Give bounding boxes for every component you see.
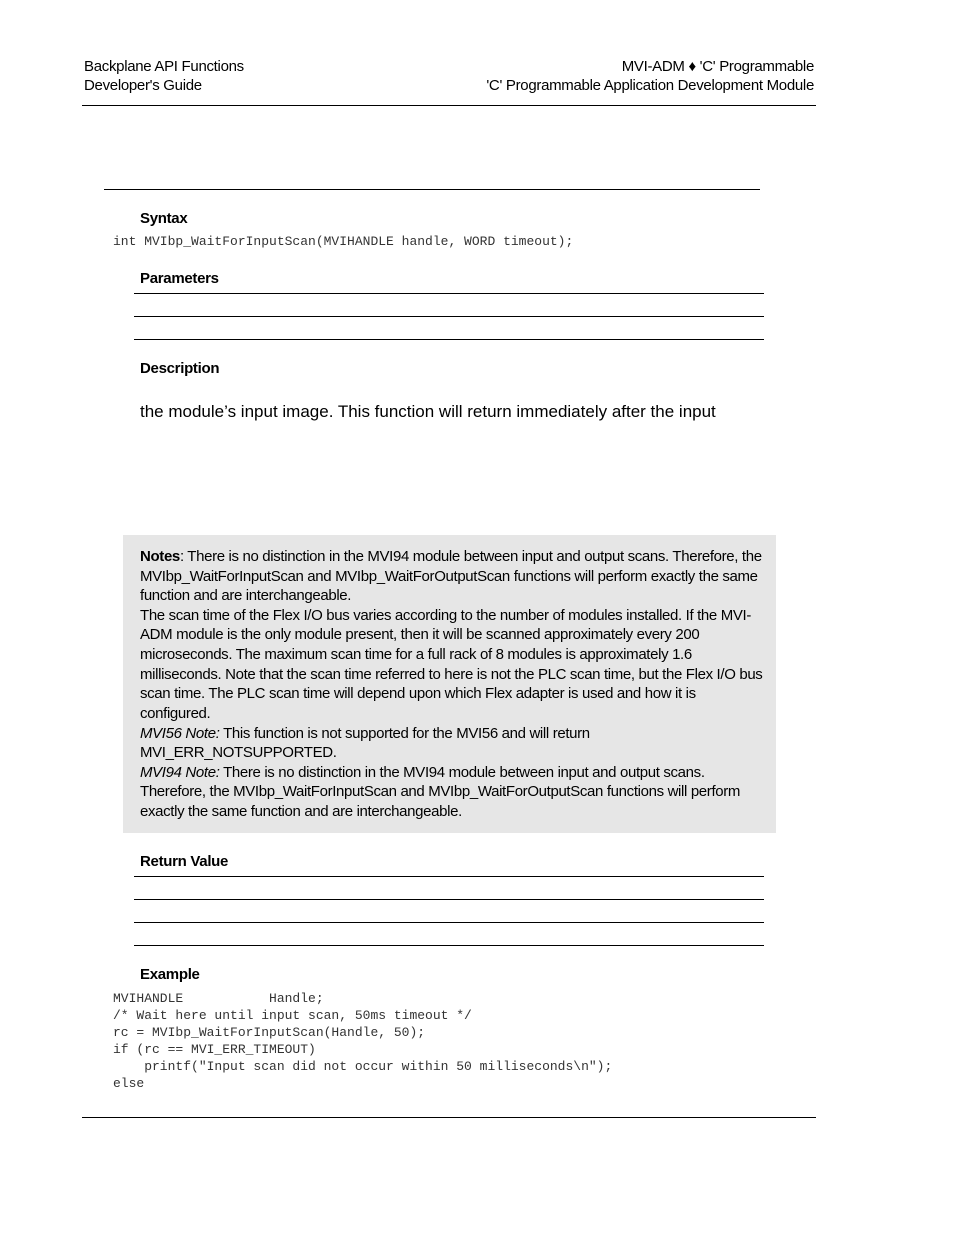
header-right [486,57,814,95]
notes-line: Notes: There is no distinction in the MVI94 module between input and output scans. Therefore, the [140,548,762,565]
return-value-table-rule [134,922,764,923]
header-left-subtitle: Developer's Guide [84,77,202,94]
header-left-title: Backplane API Functions [84,58,244,75]
notes-line: milliseconds. Note that the scan time referred to here is not the PLC scan time, but the Flex I/O bus [140,666,763,683]
example-code-line: else [113,1076,145,1091]
parameters-heading: Parameters [140,270,219,287]
header-left [84,57,244,95]
mvi56-note-label: MVI56 Note: [140,725,220,742]
mvi94-note-label: MVI94 Note: [140,764,220,781]
example-code-line: MVIHANDLE Handle; [113,991,324,1006]
description-text: the module’s input image. This function will return immediately after the input [140,402,716,421]
return-value-table-rule [134,876,764,877]
return-value-heading: Return Value [140,853,229,870]
parameters-table-rule [134,316,764,317]
notes-line: function and are interchangeable. [140,587,352,604]
description-heading: Description [140,360,220,377]
header-rule [82,105,816,106]
return-value-table-rule [134,945,764,946]
notes-line: configured. [140,705,211,722]
section-title-rule [104,189,760,190]
example-code-line: /* Wait here until input scan, 50ms timeout */ [113,1008,472,1023]
syntax-code: int MVIbp_WaitForInputScan(MVIHANDLE handle, WORD timeout); [113,234,574,249]
notes-line: MVI94 Note: There is no distinction in the MVI94 module between input and output scans. [140,764,705,781]
footer-rule [82,1117,816,1118]
header-right-subtitle: 'C' Programmable Application Development Module [486,77,814,94]
parameters-table-rule [134,293,764,294]
example-code-line: rc = MVIbp_WaitForInputScan(Handle, 50); [113,1025,426,1040]
notes-line: exactly the same function and are interchangeable. [140,803,462,820]
example-code-line: printf("Input scan did not occur within 50 milliseconds\n"); [113,1059,613,1074]
example-heading: Example [140,966,200,983]
notes-line: scan time. The PLC scan time will depend upon which Flex adapter is used and how it is [140,685,696,702]
notes-line: MVIbp_WaitForInputScan and MVIbp_WaitForOutputScan functions will perform exactly the same [140,568,758,585]
notes-label: Notes [140,548,180,565]
header-right-title: MVI-ADM ♦ 'C' Programmable [621,58,814,75]
notes-line: The scan time of the Flex I/O bus varies according to the number of modules installed. If the MVI- [140,607,752,624]
parameters-table-rule [134,339,764,340]
example-code-line: if (rc == MVI_ERR_TIMEOUT) [113,1042,316,1057]
notes-line: ADM module is the only module present, then it will be scanned approximately every 200 [140,626,700,643]
notes-line: MVI_ERR_NOTSUPPORTED. [140,744,337,761]
syntax-heading: Syntax [140,210,188,227]
return-value-table-rule [134,899,764,900]
notes-line: microseconds. The maximum scan time for a full rack of 8 modules is approximately 1.6 [140,646,692,663]
notes-line: MVI56 Note: This function is not supported for the MVI56 and will return [140,725,590,742]
notes-line: Therefore, the MVIbp_WaitForInputScan and MVIbp_WaitForOutputScan functions will perform [140,783,741,800]
